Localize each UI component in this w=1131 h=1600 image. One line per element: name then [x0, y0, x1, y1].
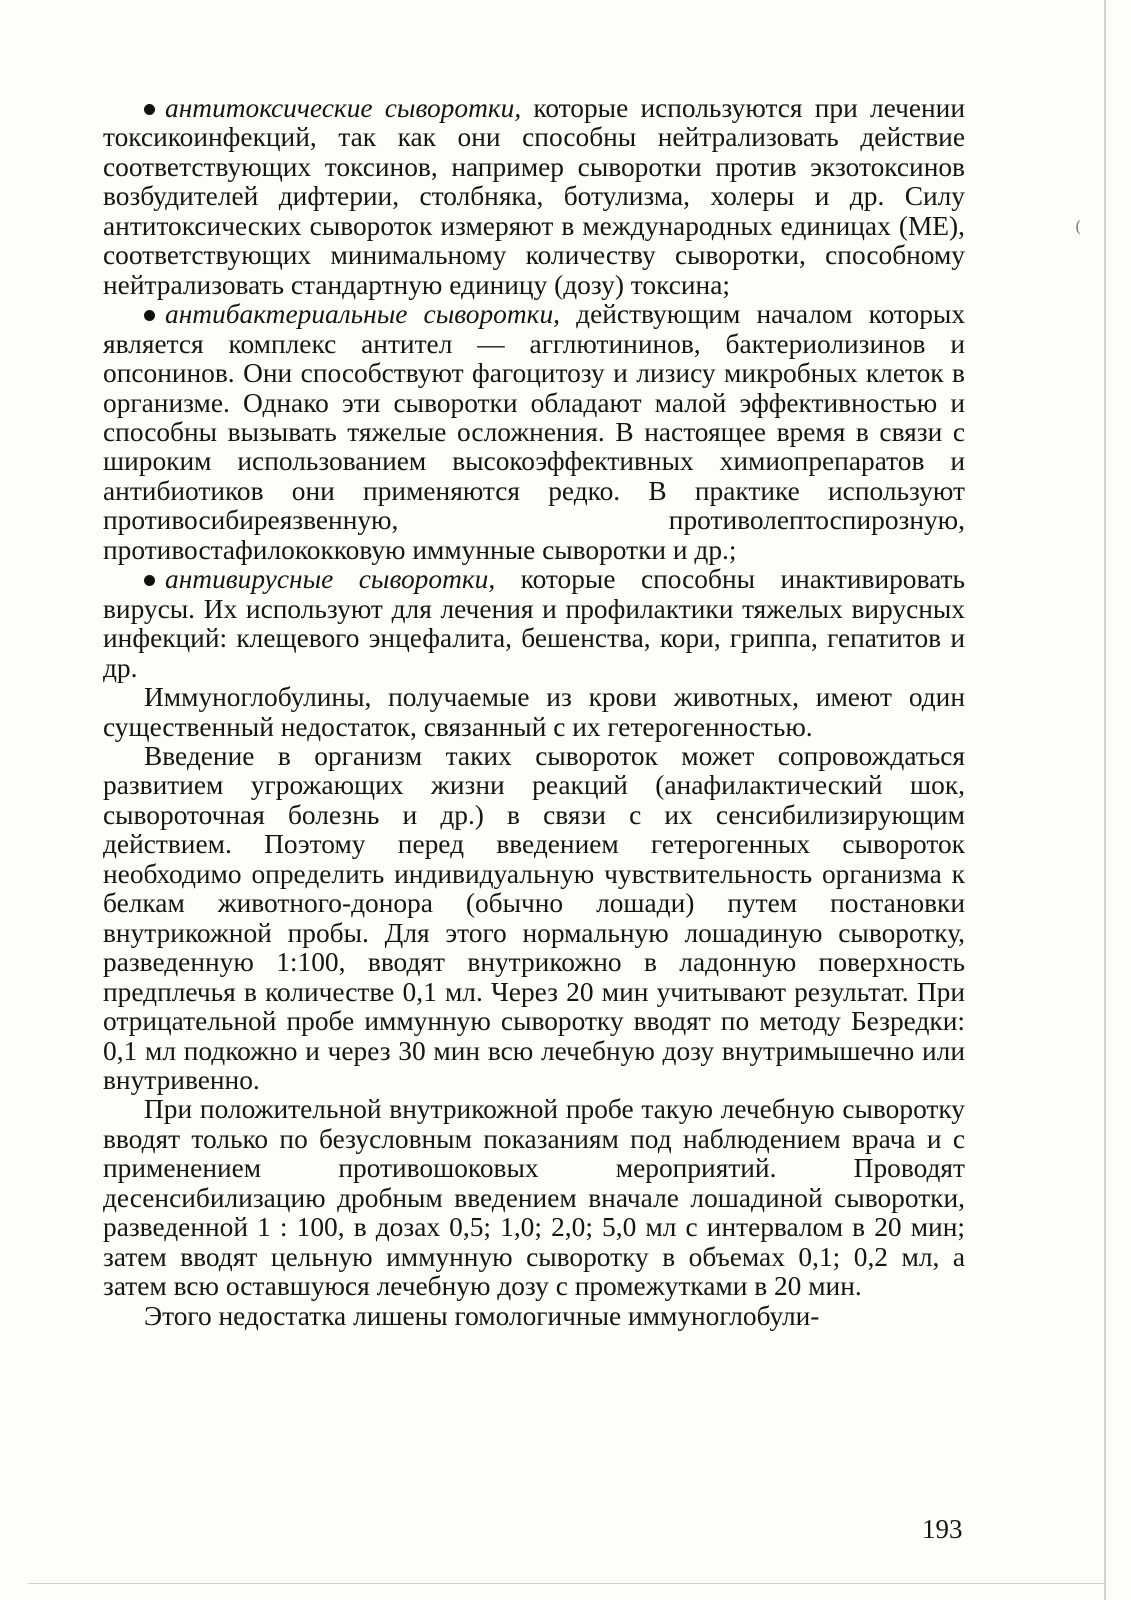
page-number: 193 [922, 1514, 963, 1544]
paragraph: Иммуноглобулины, получаемые из крови животных, имеют один существенный недостаток, связанный с их гетерогенностью. [103, 682, 965, 742]
paragraph: Этого недостатка лишены гомологичные иммуноглобули- [144, 1300, 820, 1331]
body-text [103, 94, 965, 1331]
page-bottom-edge [28, 1583, 1104, 1584]
bullet-term: антивирусные сыворотки, [165, 564, 496, 595]
page-right-edge [1104, 0, 1106, 1600]
paragraph: Введение в организм таких сывороток может сопровождаться развитием угрожающих жизни реакций (анафилактический шок, сывороточная болезнь и др.) в связи с их сенсибилизирующим действием. Поэтому перед введением гетерогенных сывороток необходимо определить индивидуальную чувствительность организма к белкам животного-донора (обычно лошади) путем постановки внутрикожной пробы. Для этого нормальную лошадиную сыворотку, разведенную 1:100, вводят внутрикожно в ладонную поверхность предплечья в количестве 0,1 мл. Через 20 мин учитывают результат. При отрицательной пробе иммунную сыворотку вводят по методу Безредки: 0,1 мл подкожно и через 30 мин всю лечебную дозу внутримышечно или внутривенно. [103, 740, 965, 1095]
bullet-icon [144, 575, 155, 586]
bullet-text: которые используются при лечении токсикоинфекций, так как они способны нейтрализовать действие соответствующих токсинов, например сыворотки против экзотоксинов возбудителей дифтерии, столбняка, ботулизма, холеры и др. Силу антитоксических сывороток измеряют в международных единицах (МЕ), соответствующих минимальному количеству сыворотки, способному нейтрализовать стандартную единицу (дозу) токсина; [103, 93, 965, 300]
bullet-term: антибактериальные сыворотки, [165, 299, 561, 330]
paragraph: При положительной внутрикожной пробе такую лечебную сыворотку вводят только по безусловным показаниям под наблюдением врача и с применением противошоковых мероприятий. Проводят десенсибилизацию дробным введением вначале лошадиной сыворотки, разведенной 1 : 100, в дозах 0,5; 1,0; 2,0; 5,0 мл с интервалом в 20 мин; затем вводят цельную иммунную сыворотку в объемах 0,1; 0,2 мл, а затем всю оставшуюся лечебную дозу с промежутками в 20 мин. [103, 1094, 965, 1302]
bullet-item [103, 300, 965, 565]
bullet-term: антитоксические сыворотки, [165, 93, 522, 123]
margin-mark: ( [1075, 217, 1082, 236]
bullet-icon [144, 104, 155, 115]
bullet-icon [144, 310, 155, 321]
bullet-item [103, 94, 965, 300]
bullet-item [103, 565, 965, 683]
bullet-text: действующим началом которых является комплекс антител — агглютининов, бактериолизинов и опсонинов. Они способствуют фагоцитозу и лизису микробных клеток в организме. Однако эти сыворотки обладают малой эффективностью и способны вызывать тяжелые осложнения. В настоящее время в связи с широким использованием высокоэффективных химиопрепаратов и антибиотиков они применяются редко. В практике используют противосибиреязвенную, противолептоспирозную, противостафилококковую иммунные сыворотки и др.; [103, 299, 966, 565]
bullet-text: которые способны инактивировать вирусы. Их используют для лечения и профилактики тяжелых вирусных инфекций: клещевого энцефалита, бешенства, кори, гриппа, гепатитов и др. [103, 564, 965, 683]
